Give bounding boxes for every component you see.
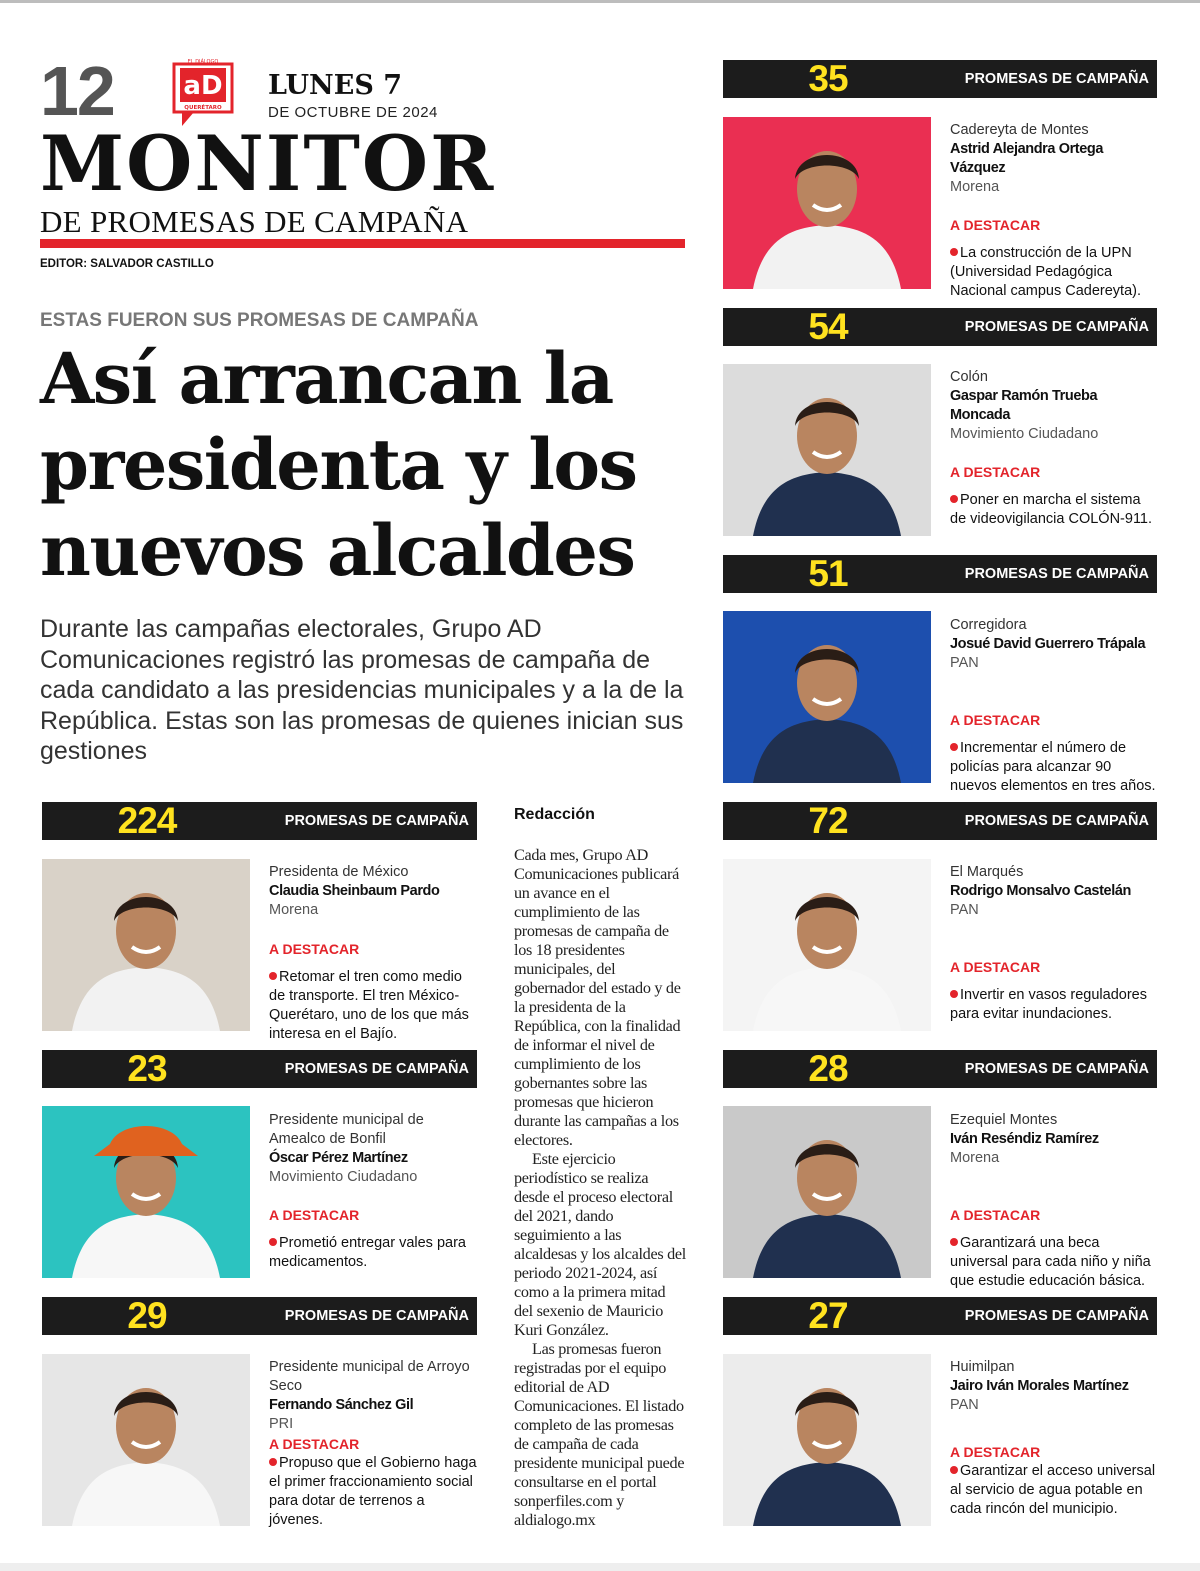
candidate-photo bbox=[723, 117, 931, 289]
candidate-name: Fernando Sánchez Gil bbox=[269, 1397, 414, 1413]
party: Morena bbox=[950, 179, 1000, 195]
a-destacar-label: A DESTACAR bbox=[950, 1207, 1041, 1223]
promesas-label: PROMESAS DE CAMPAÑA bbox=[284, 1308, 469, 1324]
candidate-info bbox=[269, 1111, 479, 1187]
party: Movimiento Ciudadano bbox=[269, 1169, 418, 1185]
promise-count-bar bbox=[723, 1297, 1157, 1335]
date-sub: DE OCTUBRE DE 2024 bbox=[268, 104, 438, 121]
promise-text: Propuso que el Gobierno haga el primer fraccionamiento social para dotar de terrenos a jóvenes. bbox=[269, 1455, 477, 1528]
highlight-block bbox=[269, 1206, 479, 1272]
candidate-name: Gaspar Ramón Trueba Moncada bbox=[950, 388, 1098, 423]
body-paragraph: Las promesas fueron registradas por el equipo editorial de AD Comunicaciones. El listado completo de las promesas de campaña de cada presidente municipal puede consultarse en el portal sonperfiles.com y aldialogo.mx bbox=[514, 1340, 685, 1529]
promise-count: 27 bbox=[808, 1295, 848, 1336]
bullet-icon bbox=[950, 1238, 958, 1246]
promise-count: 28 bbox=[808, 1048, 848, 1089]
a-destacar-label: A DESTACAR bbox=[950, 1444, 1041, 1460]
bullet-icon bbox=[950, 495, 958, 503]
a-destacar-label: A DESTACAR bbox=[950, 217, 1041, 233]
promise-count: 51 bbox=[808, 553, 848, 594]
candidate-name: Óscar Pérez Martínez bbox=[269, 1150, 408, 1166]
promise-item bbox=[950, 1462, 1160, 1519]
a-destacar-label: A DESTACAR bbox=[269, 1207, 360, 1223]
municipality: Presidente municipal de Amealco de Bonfil bbox=[269, 1112, 424, 1147]
candidate-info bbox=[950, 121, 1160, 197]
bullet-icon bbox=[950, 1466, 958, 1474]
municipality: Presidente municipal de Arroyo Seco bbox=[269, 1359, 470, 1394]
promesas-label: PROMESAS DE CAMPAÑA bbox=[284, 1061, 469, 1077]
a-destacar-label: A DESTACAR bbox=[950, 464, 1041, 480]
municipality: Huimilpan bbox=[950, 1359, 1015, 1375]
highlight-block bbox=[269, 1435, 479, 1530]
promesas-label: PROMESAS DE CAMPAÑA bbox=[964, 1308, 1149, 1324]
candidate-photo bbox=[723, 364, 931, 536]
highlight-block bbox=[950, 958, 1160, 1024]
promise-count: 35 bbox=[808, 58, 848, 99]
ad-logo bbox=[172, 58, 234, 128]
page-number: 12 bbox=[40, 52, 114, 130]
promise-item bbox=[950, 244, 1160, 301]
promise-count: 224 bbox=[117, 800, 177, 841]
party: PAN bbox=[950, 655, 979, 671]
promise-count: 72 bbox=[808, 800, 848, 841]
bullet-icon bbox=[269, 1238, 277, 1246]
bullet-icon bbox=[269, 972, 277, 980]
party: PAN bbox=[950, 1397, 979, 1413]
body-paragraph: Cada mes, Grupo AD Comunicaciones publicará un avance en el cumplimiento de las promesas de campaña de los 18 presidentes municipales, del gobernador del estado y de la presidenta de la República, con la finalidad de informar el nivel de cumplimiento de los gobernantes sobre las promesas que hicieron durante las campañas a los electores. bbox=[514, 846, 681, 1149]
highlight-block bbox=[950, 711, 1160, 796]
candidate-photo bbox=[42, 1354, 250, 1526]
promise-item bbox=[950, 986, 1160, 1024]
candidate-name: Iván Reséndiz Ramírez bbox=[950, 1131, 1099, 1147]
section-title: MONITOR bbox=[40, 119, 496, 208]
editor-credit: EDITOR: SALVADOR CASTILLO bbox=[40, 258, 214, 270]
promesas-label: PROMESAS DE CAMPAÑA bbox=[284, 813, 469, 829]
promise-count-bar bbox=[42, 1297, 477, 1335]
lead-paragraph: Durante las campañas electorales, Grupo AD Comunicaciones registró las promesas de campaña de cada candidato a las presidencias municipales y a la de la República. Estas son las promesas de quienes inician sus gestiones bbox=[40, 615, 684, 765]
municipality: Colón bbox=[950, 369, 988, 385]
promise-count: 23 bbox=[127, 1048, 167, 1089]
red-divider bbox=[40, 239, 685, 248]
logo-text: aD bbox=[183, 71, 223, 101]
candidate-name: Jairo Iván Morales Martínez bbox=[950, 1378, 1129, 1394]
promesas-label: PROMESAS DE CAMPAÑA bbox=[964, 566, 1149, 582]
party: Morena bbox=[950, 1150, 1000, 1166]
candidate-info bbox=[950, 863, 1160, 920]
a-destacar-label: A DESTACAR bbox=[269, 1436, 360, 1452]
municipality: Corregidora bbox=[950, 617, 1027, 633]
candidate-info bbox=[269, 863, 479, 920]
candidate-info bbox=[950, 616, 1160, 673]
promise-text: Retomar el tren como medio de transporte. El tren México-Querétaro, uno de los que más interesa en el Bajío. bbox=[269, 969, 469, 1042]
highlight-block bbox=[950, 216, 1160, 301]
promesas-label: PROMESAS DE CAMPAÑA bbox=[964, 1061, 1149, 1077]
party: PAN bbox=[950, 902, 979, 918]
promise-text: Incrementar el número de policías para alcanzar 90 nuevos elementos en tres años. bbox=[950, 740, 1156, 794]
promise-item bbox=[269, 1454, 479, 1530]
candidate-photo bbox=[42, 1106, 250, 1278]
promise-text: La construcción de la UPN (Universidad Pedagógica Nacional campus Cadereyta). bbox=[950, 245, 1142, 299]
promise-count-bar bbox=[42, 1050, 477, 1088]
promise-text: Poner en marcha el sistema de videovigilancia COLÓN-911. bbox=[950, 492, 1153, 527]
candidate-name: Rodrigo Monsalvo Castelán bbox=[950, 883, 1131, 899]
candidate-name: Astrid Alejandra Ortega Vázquez bbox=[950, 141, 1104, 176]
municipality: El Marqués bbox=[950, 864, 1024, 880]
highlight-block bbox=[950, 1206, 1160, 1291]
promise-count-bar bbox=[723, 1050, 1157, 1088]
candidate-name: Claudia Sheinbaum Pardo bbox=[269, 883, 440, 899]
bullet-icon bbox=[950, 743, 958, 751]
promise-count: 54 bbox=[808, 306, 848, 347]
highlight-block bbox=[950, 1443, 1160, 1519]
promesas-label: PROMESAS DE CAMPAÑA bbox=[964, 71, 1149, 87]
a-destacar-label: A DESTACAR bbox=[950, 959, 1041, 975]
date-main: LUNES 7 bbox=[268, 70, 402, 101]
candidate-photo bbox=[723, 1106, 931, 1278]
kicker: ESTAS FUERON SUS PROMESAS DE CAMPAÑA bbox=[40, 310, 479, 331]
article-body bbox=[514, 846, 686, 1530]
a-destacar-label: A DESTACAR bbox=[950, 712, 1041, 728]
candidate-photo bbox=[42, 859, 250, 1031]
logo-small-bottom: QUERÉTARO bbox=[184, 105, 222, 111]
candidate-photo bbox=[723, 1354, 931, 1526]
promise-count-bar bbox=[723, 555, 1157, 593]
municipality: Cadereyta de Montes bbox=[950, 122, 1089, 138]
candidate-info bbox=[950, 1358, 1160, 1415]
promise-text: Invertir en vasos reguladores para evitar inundaciones. bbox=[950, 987, 1147, 1022]
headline: Así arrancan la presidenta y los nuevos alcaldes bbox=[40, 337, 637, 592]
municipality: Presidenta de México bbox=[269, 864, 409, 880]
promise-text: Garantizará una beca universal para cada niño y niña que estudie educación básica. bbox=[950, 1235, 1151, 1289]
promise-count-bar bbox=[723, 60, 1157, 98]
promise-text: Garantizar el acceso universal al servicio de agua potable en cada rincón del municipio. bbox=[950, 1463, 1156, 1517]
party: PRI bbox=[269, 1416, 294, 1432]
candidate-photo bbox=[723, 611, 931, 783]
section-subtitle: DE PROMESAS DE CAMPAÑA bbox=[40, 204, 469, 239]
promise-count: 29 bbox=[127, 1295, 167, 1336]
bullet-icon bbox=[269, 1458, 277, 1466]
promise-count-bar bbox=[723, 308, 1157, 346]
party: Movimiento Ciudadano bbox=[950, 426, 1099, 442]
a-destacar-label: A DESTACAR bbox=[269, 941, 360, 957]
party: Morena bbox=[269, 902, 319, 918]
promise-item bbox=[950, 739, 1160, 796]
candidate-info bbox=[269, 1358, 479, 1434]
promise-item bbox=[950, 491, 1160, 529]
candidate-name: Josué David Guerrero Trápala bbox=[950, 636, 1146, 652]
candidate-info bbox=[950, 368, 1160, 444]
promise-item bbox=[269, 968, 479, 1044]
promise-count-bar bbox=[723, 802, 1157, 840]
municipality: Ezequiel Montes bbox=[950, 1112, 1058, 1128]
promise-count-bar bbox=[42, 802, 477, 840]
candidate-photo bbox=[723, 859, 931, 1031]
highlight-block bbox=[269, 940, 479, 1044]
promesas-label: PROMESAS DE CAMPAÑA bbox=[964, 319, 1149, 335]
promise-item bbox=[950, 1234, 1160, 1291]
promise-item bbox=[269, 1234, 479, 1272]
bullet-icon bbox=[950, 990, 958, 998]
bullet-icon bbox=[950, 248, 958, 256]
body-paragraph: Este ejercicio periodístico se realiza desde el proceso electoral del 2021, dando seguimiento a las alcaldesas y los alcaldes del periodo 2021-2024, así como a la primera mitad del sexenio de Mauricio Kuri González. bbox=[514, 1150, 686, 1339]
logo-small-top: EL DIÁLOGO bbox=[187, 59, 219, 65]
promesas-label: PROMESAS DE CAMPAÑA bbox=[964, 813, 1149, 829]
highlight-block bbox=[950, 463, 1160, 529]
promise-text: Prometió entregar vales para medicamentos. bbox=[269, 1235, 466, 1270]
candidate-info bbox=[950, 1111, 1160, 1168]
byline: Redacción bbox=[514, 806, 595, 823]
